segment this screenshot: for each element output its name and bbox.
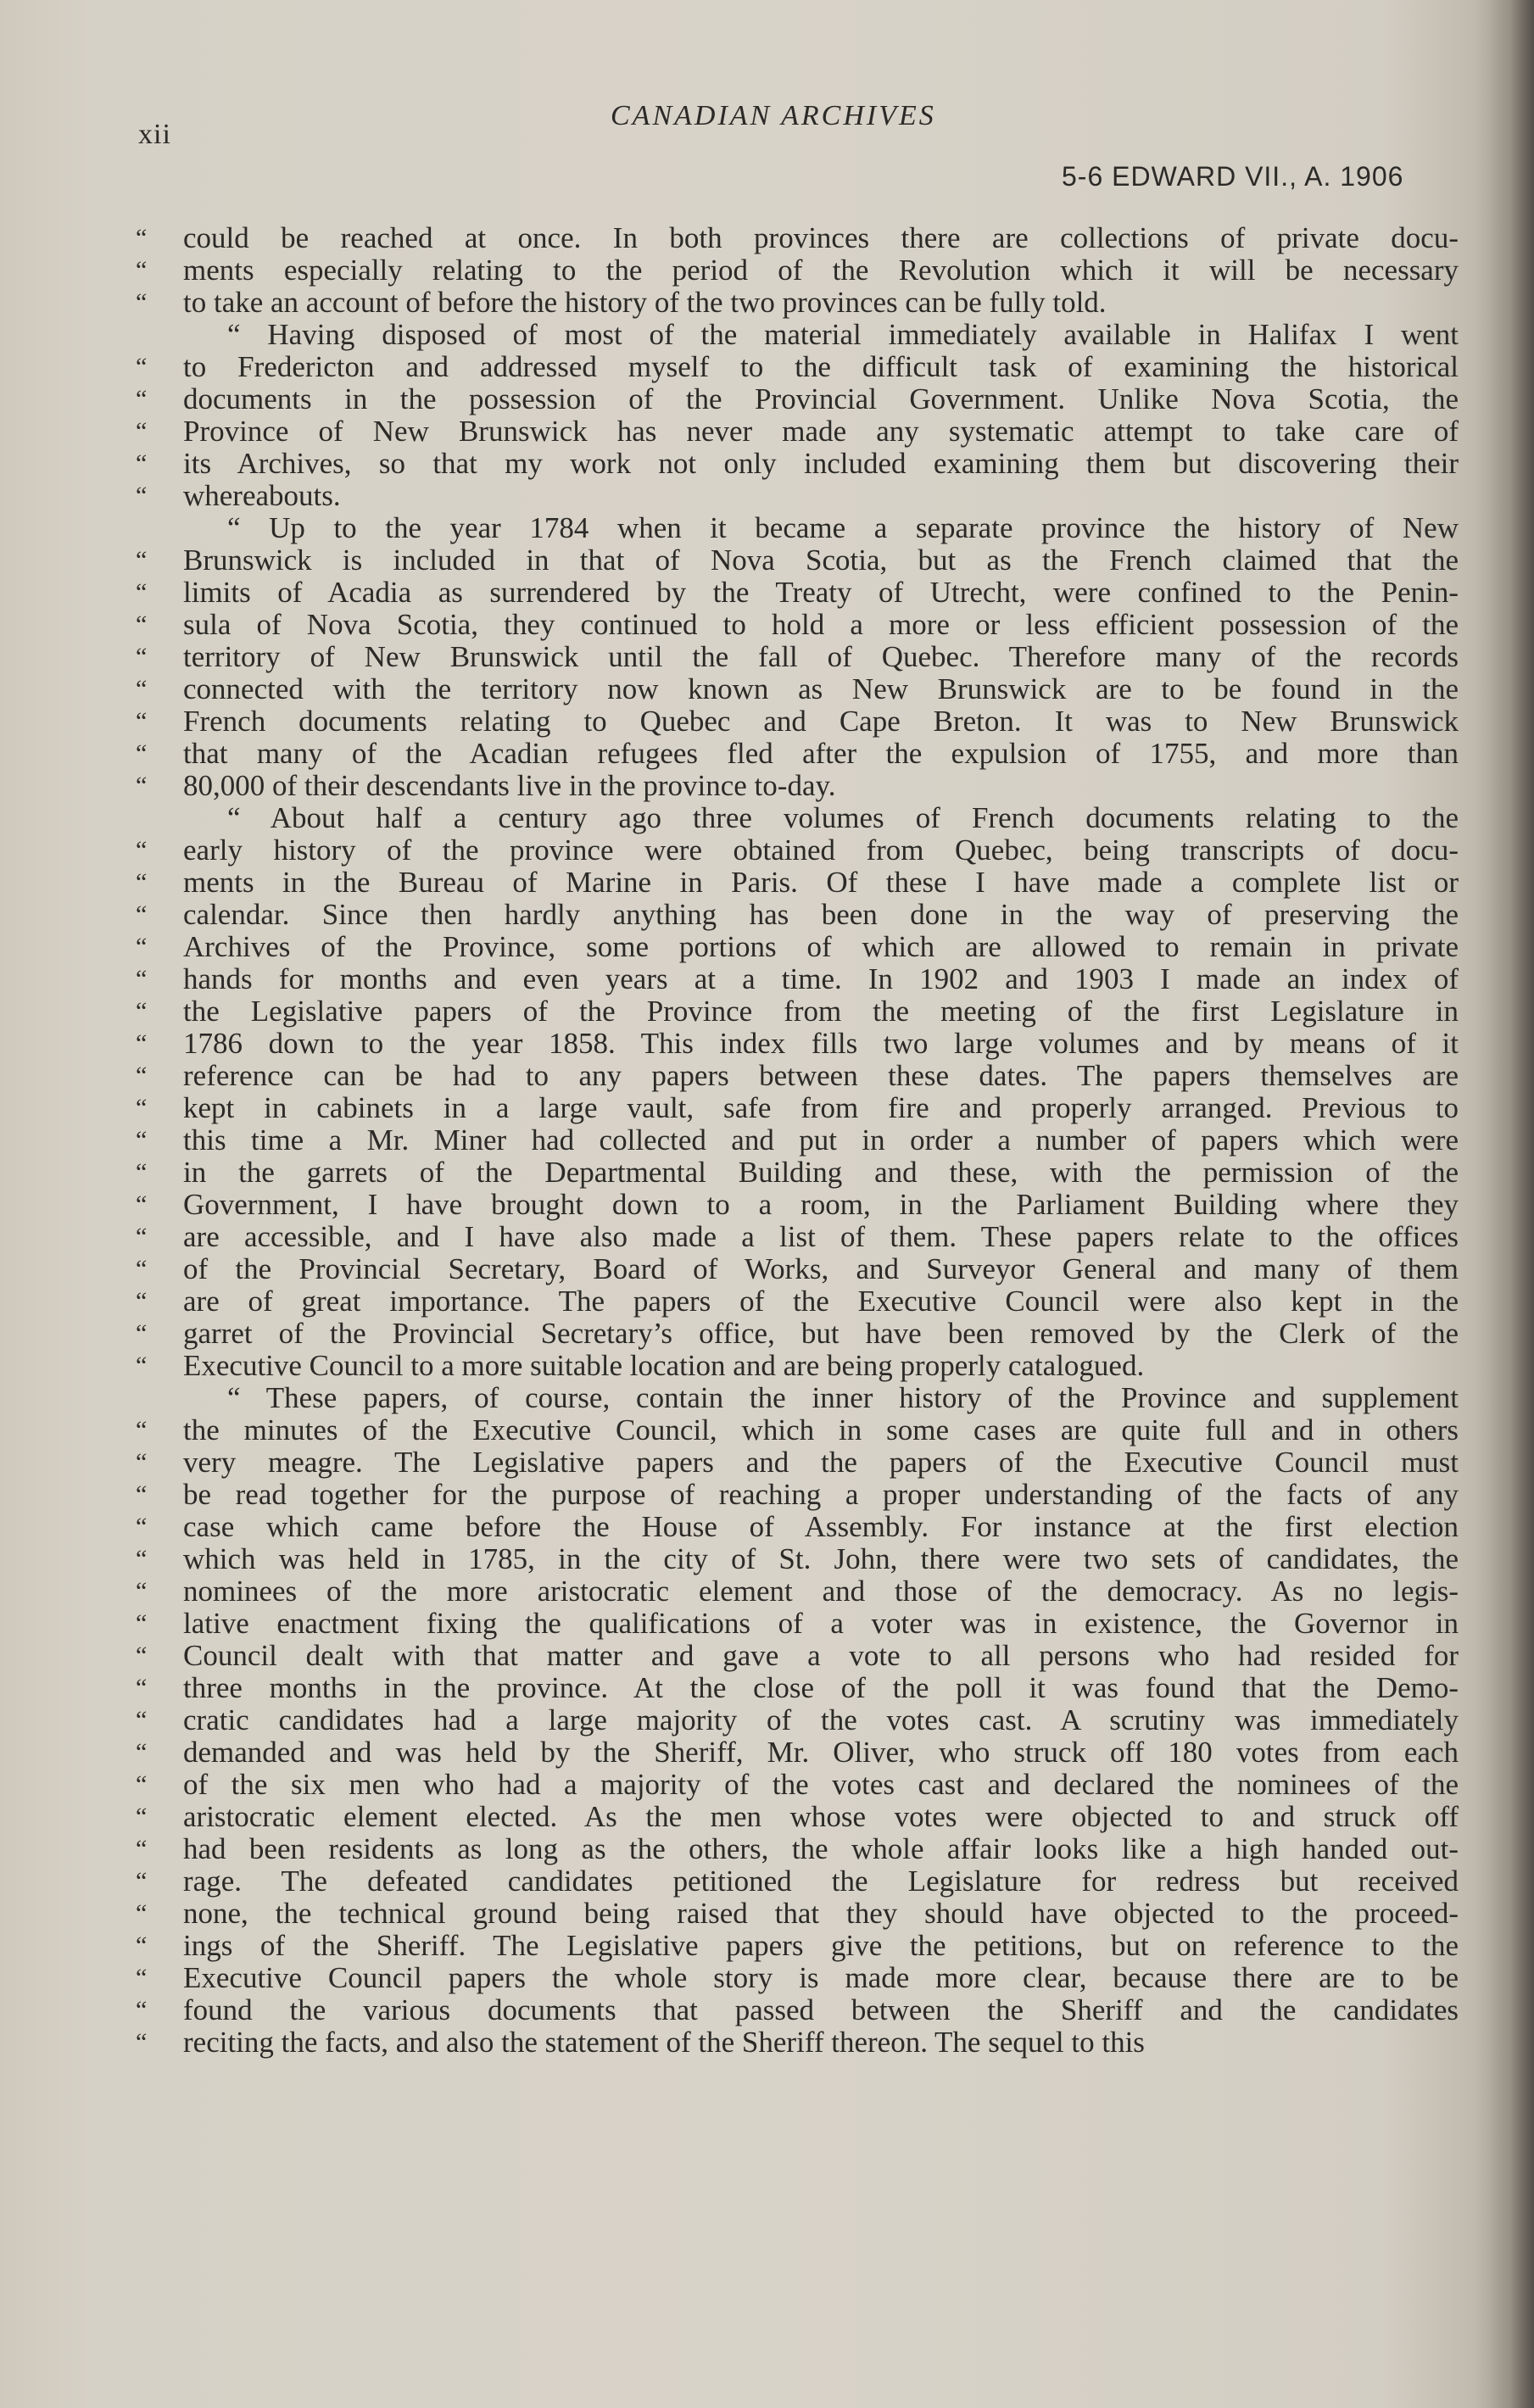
text-line	[136, 1414, 1459, 1446]
quote-mark: “	[136, 256, 148, 284]
quote-mark: “	[136, 1674, 148, 1702]
quote-mark: “	[136, 1770, 148, 1798]
line-text: its Archives, so that my work not only included examining them but discovering their	[183, 447, 1459, 480]
line-text: nominees of the more aristocratic element and those of the democracy. As no legis-	[183, 1575, 1459, 1608]
quote-mark: “	[136, 546, 148, 574]
text-line	[136, 770, 1459, 802]
quote-mark: “	[136, 1738, 148, 1766]
quote-mark: “	[136, 1352, 148, 1380]
quote-mark: “	[136, 578, 148, 606]
line-text: kept in cabinets in a large vault, safe from fire and properly arranged. Previous to	[183, 1091, 1459, 1124]
line-text: limits of Acadia as surrendered by the Treaty of Utrecht, were confined to the Penin-	[183, 576, 1459, 609]
line-text: this time a Mr. Miner had collected and put in order a number of papers which were	[183, 1123, 1459, 1157]
text-line	[136, 1124, 1459, 1157]
quote-mark: “	[136, 1609, 148, 1637]
text-line	[136, 1382, 1459, 1414]
quote-mark: “	[136, 1577, 148, 1605]
quote-mark: “	[136, 1803, 148, 1831]
quote-mark: “	[136, 1158, 148, 1186]
line-text: French documents relating to Quebec and Cape Breton. It was to New Brunswick	[183, 705, 1459, 738]
line-text: Province of New Brunswick has never made any systematic attempt to take care of	[183, 415, 1459, 448]
quote-mark: “	[136, 1996, 148, 2024]
line-text: reciting the facts, and also the statement of the Sheriff thereon. The sequel to this	[183, 2026, 1145, 2059]
page-edge-shadow	[1475, 0, 1534, 2408]
line-text: the Legislative papers of the Province from the meeting of the first Legislature in	[183, 995, 1459, 1028]
text-line	[136, 544, 1459, 577]
quote-mark: “	[136, 1642, 148, 1669]
text-line	[136, 641, 1459, 673]
text-line	[136, 2026, 1459, 2059]
text-line	[136, 899, 1459, 931]
quote-mark: “	[136, 1931, 148, 1959]
quote-mark: “	[136, 1190, 148, 1218]
quote-mark: “	[136, 675, 148, 703]
text-line	[136, 1350, 1459, 1382]
text-line	[136, 931, 1459, 963]
line-text: had been residents as long as the others, the whole affair looks like a high handed out-	[183, 1832, 1459, 1865]
quote-mark	[136, 319, 175, 351]
paragraph	[136, 222, 1459, 319]
quote-mark: “	[136, 1513, 148, 1541]
text-line	[136, 1479, 1459, 1511]
quote-mark: “	[136, 288, 148, 316]
quote-mark: “	[136, 1480, 148, 1508]
quote-mark: “	[136, 1223, 148, 1251]
line-text: reference can be had to any papers between these dates. The papers themselves are	[183, 1059, 1459, 1092]
text-line	[136, 1898, 1459, 1930]
text-line	[136, 448, 1459, 480]
text-line	[136, 1157, 1459, 1189]
quote-mark: “	[136, 1062, 148, 1090]
line-text: 80,000 of their descendants live in the province to-day.	[183, 769, 836, 802]
line-text: Executive Council to a more suitable location and are being properly catalogued.	[183, 1349, 1145, 1382]
quote-mark	[136, 512, 175, 544]
line-text: are accessible, and I have also made a list of them. These papers relate to the offices	[183, 1220, 1459, 1253]
line-text: which was held in 1785, in the city of St. John, there were two sets of candidates, the	[183, 1542, 1459, 1575]
text-line	[136, 834, 1459, 867]
line-text: none, the technical ground being raised that they should have objected to the proceed-	[183, 1897, 1459, 1930]
line-text: documents in the possession of the Provincial Government. Unlike Nova Scotia, the	[183, 382, 1459, 415]
text-line	[136, 963, 1459, 995]
page-number: xii	[138, 119, 171, 150]
text-line	[136, 705, 1459, 738]
quote-mark: “	[136, 1416, 148, 1444]
line-text: ments especially relating to the period of the Revolution which it will be necessary	[183, 254, 1459, 287]
quote-mark: “	[136, 1835, 148, 1863]
quote-mark: “	[136, 707, 148, 735]
quote-mark: “	[136, 417, 148, 445]
running-head: CANADIAN ARCHIVES	[611, 100, 936, 131]
line-text: ings of the Sheriff. The Legislative papers give the petitions, but on reference to the	[183, 1929, 1459, 1962]
text-line	[136, 1608, 1459, 1640]
quote-mark: “	[136, 1029, 148, 1057]
line-text: garret of the Provincial Secretary’s office, but have been removed by the Clerk of the	[183, 1317, 1459, 1350]
quote-mark: “	[136, 739, 148, 767]
text-line	[136, 254, 1459, 287]
session-reference: 5-6 EDWARD VII., A. 1906	[1062, 161, 1404, 192]
quote-mark: “	[136, 1319, 148, 1347]
quote-mark: “	[136, 997, 148, 1025]
quote-mark: “	[136, 610, 148, 638]
text-line	[136, 480, 1459, 512]
quote-mark: “	[136, 933, 148, 961]
paragraph	[136, 319, 1459, 512]
line-text: territory of New Brunswick until the fall of Quebec. Therefore many of the records	[183, 640, 1459, 673]
quote-mark: “	[136, 482, 148, 510]
quote-mark: “	[136, 449, 148, 477]
quote-mark	[136, 1382, 175, 1414]
quote-mark: “	[136, 1899, 148, 1927]
text-line	[136, 287, 1459, 319]
text-line	[136, 673, 1459, 705]
text-line	[136, 1285, 1459, 1318]
line-text: could be reached at once. In both provinces there are collections of private docu-	[183, 221, 1459, 254]
text-line	[136, 738, 1459, 770]
quote-mark: “	[136, 1545, 148, 1573]
line-text: whereabouts.	[183, 479, 341, 512]
quote-mark: “	[136, 643, 148, 671]
text-line	[136, 1962, 1459, 1994]
line-text: three months in the province. At the close of the poll it was found that the Demo-	[183, 1671, 1459, 1704]
text-line	[136, 1253, 1459, 1285]
line-text: of the Provincial Secretary, Board of Works, and Surveyor General and many of them	[183, 1252, 1459, 1285]
line-text: case which came before the House of Assembly. For instance at the first election	[183, 1510, 1459, 1543]
quote-mark: “	[136, 1448, 148, 1476]
quote-mark: “	[136, 900, 148, 928]
line-text: the minutes of the Executive Council, which in some cases are quite full and in others	[183, 1413, 1459, 1446]
line-text: ments in the Bureau of Marine in Paris. Of these I have made a complete list or	[183, 866, 1459, 899]
text-line	[136, 1189, 1459, 1221]
text-line	[136, 383, 1459, 415]
text-line	[136, 1640, 1459, 1672]
line-text: 1786 down to the year 1858. This index fills two large volumes and by means of it	[183, 1027, 1459, 1060]
line-text: Archives of the Province, some portions of which are allowed to remain in private	[183, 930, 1459, 963]
quote-mark: “	[136, 868, 148, 896]
quote-mark: “	[136, 1255, 148, 1283]
text-line	[136, 1769, 1459, 1801]
line-text: sula of Nova Scotia, they continued to hold a more or less efficient possession of the	[183, 608, 1459, 641]
text-line	[136, 1221, 1459, 1253]
line-text: that many of the Acadian refugees fled after the expulsion of 1755, and more than	[183, 737, 1459, 770]
line-text: “ These papers, of course, contain the inner history of the Province and supplement	[227, 1381, 1459, 1414]
text-line	[136, 1994, 1459, 2026]
line-text: “ Having disposed of most of the material immediately available in Halifax I went	[227, 318, 1459, 351]
line-text: “ Up to the year 1784 when it became a separate province the history of New	[227, 511, 1459, 544]
text-line	[136, 1446, 1459, 1479]
line-text: connected with the territory now known as New Brunswick are to be found in the	[183, 672, 1459, 705]
line-text: “ About half a century ago three volumes of French documents relating to the	[227, 801, 1459, 834]
line-text: early history of the province were obtained from Quebec, being transcripts of docu-	[183, 833, 1459, 867]
line-text: are of great importance. The papers of the Executive Council were also kept in the	[183, 1285, 1459, 1318]
line-text: to take an account of before the history of the two provinces can be fully told.	[183, 286, 1107, 319]
line-text: of the six men who had a majority of the votes cast and declared the nominees of the	[183, 1768, 1459, 1801]
text-line	[136, 1028, 1459, 1060]
text-line	[136, 802, 1459, 834]
quote-mark: “	[136, 1867, 148, 1895]
line-text: Brunswick is included in that of Nova Scotia, but as the French claimed that the	[183, 543, 1459, 577]
line-text: to Fredericton and addressed myself to the difficult task of examining the historical	[183, 350, 1459, 383]
line-text: Council dealt with that matter and gave a vote to all persons who had resided for	[183, 1639, 1459, 1672]
text-line	[136, 1865, 1459, 1898]
text-line	[136, 512, 1459, 544]
text-line	[136, 1318, 1459, 1350]
text-line	[136, 867, 1459, 899]
text-line	[136, 319, 1459, 351]
quote-mark: “	[136, 385, 148, 413]
quote-mark: “	[136, 1706, 148, 1734]
line-text: Government, I have brought down to a room, in the Parliament Building where they	[183, 1188, 1459, 1221]
quote-mark: “	[136, 1126, 148, 1154]
quote-mark: “	[136, 353, 148, 381]
paragraph	[136, 802, 1459, 1382]
quote-mark: “	[136, 1287, 148, 1315]
text-line	[136, 1060, 1459, 1092]
quote-mark: “	[136, 2028, 148, 2056]
quote-mark: “	[136, 224, 148, 252]
line-text: in the garrets of the Departmental Building and these, with the permission of the	[183, 1156, 1459, 1189]
text-line	[136, 609, 1459, 641]
text-line	[136, 1092, 1459, 1124]
text-line	[136, 415, 1459, 448]
line-text: demanded and was held by the Sheriff, Mr. Oliver, who struck off 180 votes from each	[183, 1736, 1459, 1769]
line-text: rage. The defeated candidates petitioned the Legislature for redress but received	[183, 1865, 1459, 1898]
line-text: Executive Council papers the whole story is made more clear, because there are to be	[183, 1961, 1459, 1994]
text-line	[136, 222, 1459, 254]
line-text: hands for months and even years at a time. In 1902 and 1903 I made an index of	[183, 962, 1459, 995]
text-line	[136, 1736, 1459, 1769]
line-text: be read together for the purpose of reaching a proper understanding of the facts of any	[183, 1478, 1459, 1511]
line-text: very meagre. The Legislative papers and the papers of the Executive Council must	[183, 1446, 1459, 1479]
text-line	[136, 1930, 1459, 1962]
line-text: lative enactment fixing the qualifications of a voter was in existence, the Governor in	[183, 1607, 1459, 1640]
text-line	[136, 1801, 1459, 1833]
text-line	[136, 1704, 1459, 1736]
quote-mark: “	[136, 1094, 148, 1122]
quote-mark: “	[136, 772, 148, 800]
line-text: cratic candidates had a large majority of the votes cast. A scrutiny was immediately	[183, 1703, 1459, 1736]
text-line	[136, 1833, 1459, 1865]
quote-mark	[136, 802, 175, 834]
quote-mark: “	[136, 965, 148, 993]
text-line	[136, 351, 1459, 383]
quote-mark: “	[136, 1964, 148, 1992]
text-line	[136, 1511, 1459, 1543]
line-text: calendar. Since then hardly anything has been done in the way of preserving the	[183, 898, 1459, 931]
text-line	[136, 577, 1459, 609]
quote-mark: “	[136, 836, 148, 864]
paragraph	[136, 1382, 1459, 2059]
line-text: found the various documents that passed between the Sheriff and the candidates	[183, 1993, 1459, 2026]
text-line	[136, 995, 1459, 1028]
page-body	[136, 222, 1459, 2059]
text-line	[136, 1575, 1459, 1608]
text-line	[136, 1672, 1459, 1704]
paragraph	[136, 512, 1459, 802]
line-text: aristocratic element elected. As the men whose votes were objected to and struck off	[183, 1800, 1459, 1833]
text-line	[136, 1543, 1459, 1575]
